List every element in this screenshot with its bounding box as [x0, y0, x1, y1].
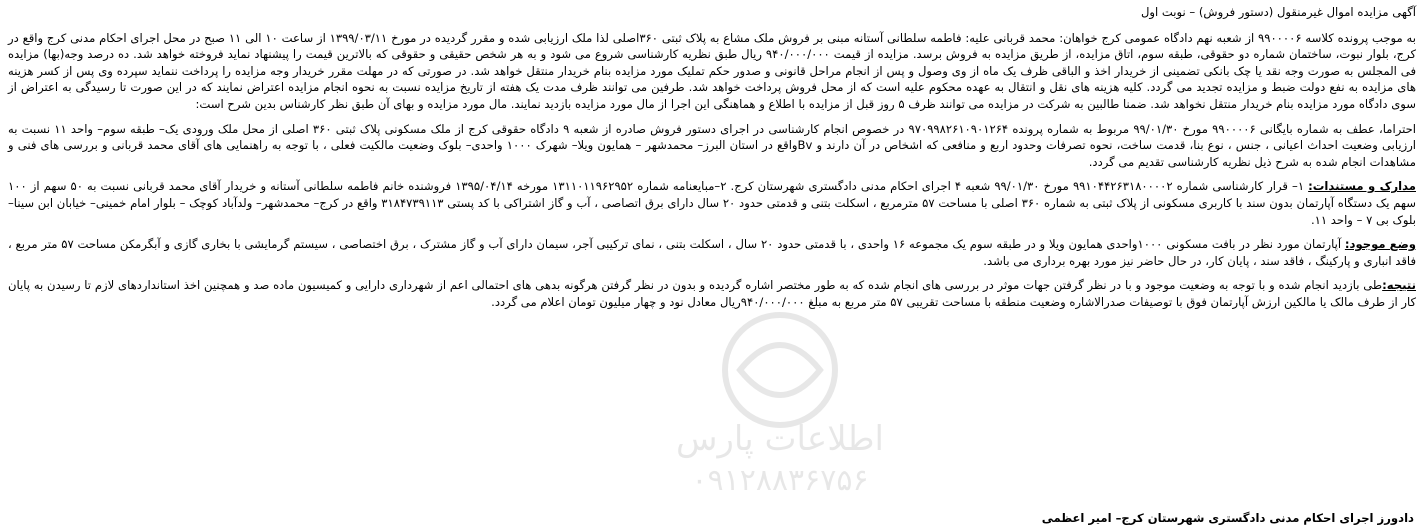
paragraph-expert-reference: احتراما، عطف به شماره بایگانی ۹۹۰۰۰۰۶ مورخ ۹۹/۰۱/۳۰ مربوط به شماره پرونده ۹۷۰۹۹۸۲۶۱۰۹۰۱۲۶۴ در خصوص انجام کارشناسی در اجرای دستور فروش صادره از شعبه ۹ دادگاه حقوقی کرج از ملک مسکونی پلاک ثبتی ۳۶۰ اصلی از محل ملک ورودی یک– طبقه سوم– واحد ۱۱ نسبت به ارزیابی وضعیت احداث اعیانی ، جنس ، نوع بنا، قدمت ساخت، نحوه تصرفات وحدود اربع و منافعی که اشخاص در آن دارند و Bvواقع در استان البرز– محمدشهر – همایون ویلا– شهرک ۱۰۰۰ واحدی– بلوک وضعیت مالکیت فعلی ، با توجه به راهنمایی های آقای محمد قربانی و بررسی های فنی و مشاهدات انجام شده به شرح ذیل نظریه کارشناسی تقدیم می گردد.: [8, 121, 1417, 169]
paragraph-result: [8, 277, 1416, 310]
signature-line: دادورز اجرای احکام مدنی دادگستری شهرستان کرج– امیر اعظمی: [1041, 511, 1414, 525]
result-label: نتیجه:: [1382, 278, 1416, 293]
documents-text: ۱– قرار کارشناسی شماره ۹۹۱۰۴۴۲۶۳۱۸۰۰۰۰۲ مورخ ۹۹/۰۱/۳۰ شعبه ۴ اجرای احکام مدنی دادگستری شهرستان کرج. ۲–مبایعنامه شماره ۱۳۱۱۰۱۱۹۶۲۹۵۲ مورخه ۱۳۹۵/۰۴/۱۴ فروشنده خانم فاطمه سلطانی آستانه و خریدار آقای محمد قربانی نسبت به ۵۰ سهم از ۱۰۰ سهم یک دستگاه آپارتمان بدون سند با کاربری مسکونی از پلاک ثبتی به شماره ۳۶۰ اصلی با مساحت ۵۷ مترمربع ، اسکلت بتنی و قدمتی حدود ۲۰ سال دارای برق اتصاصی ، آب و گاز اشتراکی با کد پستی ۳۱۸۴۷۳۹۱۱۳ واقع در کرج– محمدشهر– ولدآباد کوچک – بلوار امام خمینی– خیابان ابن سینا– بلوک بی ۷ – واحد ۱۱.: [8, 179, 1416, 227]
notice-title: آگهی مزایده اموال غیرمنقول (دستور فروش) – نوبت اول: [1140, 5, 1416, 19]
publisher-watermark: [590, 300, 970, 500]
current-status-label: وضع موجود:: [1344, 237, 1416, 252]
result-text: طی بازدید انجام شده و با توجه به وضعیت موجود و با در نظر گرفتن جهات موثر در بررسی های انجام شده که به طور مختصر اشاره گردیده و بدون در نظر گرفتن هرگونه بدهی های احتمالی اعم از شهرداری دارایی و کمیسیون ماده صد و همچنین اخذ استانداردهای لازم تا رسیدن به پایان کار از طرف مالک یا مالکین ارزش آپارتمان فوق با توصیفات صدرالاشاره وضعیت منطقه با مساحت تقریبی ۵۷ متر مربع به مبلغ ۹۴۰/۰۰۰/۰۰۰ریال معادل نود و چهار میلیون تومان اعلام می گردد.: [8, 278, 1416, 309]
paragraph-current-status: [8, 236, 1416, 269]
current-status-text: آپارتمان مورد نظر در بافت مسکونی ۱۰۰۰واحدی همایون ویلا و در طبقه سوم یک مجموعه ۱۶ واحدی ، با قدمتی حدود ۲۰ سال ، اسکلت بتنی ، نمای ترکیبی آجر، سیمان دارای آب و گاز مشترک ، برق اختصاصی ، سیستم گرمایشی با بخاری گازی و آبگرمکن مساحت ۵۷ متر مربع ، فاقد انباری و پارکینگ ، فاقد سند ، پایان کار، در حال حاضر نیز مورد بهره برداری می باشد.: [8, 237, 1416, 268]
paragraph-documents: [8, 178, 1416, 228]
paragraph-intro: به موجب پرونده کلاسه ۹۹۰۰۰۰۶ از شعبه نهم دادگاه عمومی کرج خواهان: محمد قربانی علیه: فاطمه سلطانی آستانه مبنی بر فروش ملک مشاع به پلاک ثبتی ۳۶۰اصلی لذا ملک ارزیابی شده و مقرر گردیده در مورخ ۱۳۹۹/۰۳/۱۱ از ساعت ۱۰ الی ۱۱ صبح در محل اجرای احکام مدنی کرج واقع در کرج، بلوار نبوت، ساختمان شماره دو حقوقی، طبقه سوم، اتاق مزایده، از طریق مزایده به فروش برسد. مزایده از قیمت ۹۴۰/۰۰۰/۰۰۰ ریال طبق نظریه کارشناسی شروع می شود و به هر شخص حقیقی و حقوقی که بالاترین قیمت را پیشنهاد نماید فروخته خواهد شد. ده درصد وجه(بها) مزایده فی المجلس به صورت وجه نقد یا چک بانکی تضمینی از خریدار اخذ و الباقی ظرف یک ماه از وی وصول و پس از انجام مراحل قانونی و صدور حکم تملیک مورد مزایده بنام خریدار منتقل خواهد شد. در صورتی که در مهلت مقرر خریدار وجه مزایده را پرداخت ننماید سپرده وی پس از کسر هزینه های مزایده به نفع دولت ضبط و مزایده تجدید می گردد. کلیه هزینه های نقل و انتقال به عهده محکوم علیه است که از محل فروش پرداخت خواهد شد. طرفین می توانند ظرف مدت یک هفته از تاریخ مزایده نسبت به نحوه انجام مزایده اعتراض نمایند که در این صورت تا رسیدگی به اعتراض از سوی دادگاه مورد مزایده بنام خریدار منتقل نخواهد شد. ضمنا طالبین به شرکت در مزایده می توانند ظرف ۵ روز قبل از مزایده با اطلاع و هماهنگی این اجرا از مال مورد مزایده بازدید نمایند. مال مورد مزایده و بهای آن طبق نظر کارشناس بدین شرح است:: [8, 30, 1417, 111]
documents-label: مدارک و مستندات:: [1308, 179, 1416, 194]
watermark-line1: اطلاعات پارس: [675, 419, 885, 459]
watermark-phone: ۰۹۱۲۸۸۳۶۷۵۶: [691, 463, 869, 498]
